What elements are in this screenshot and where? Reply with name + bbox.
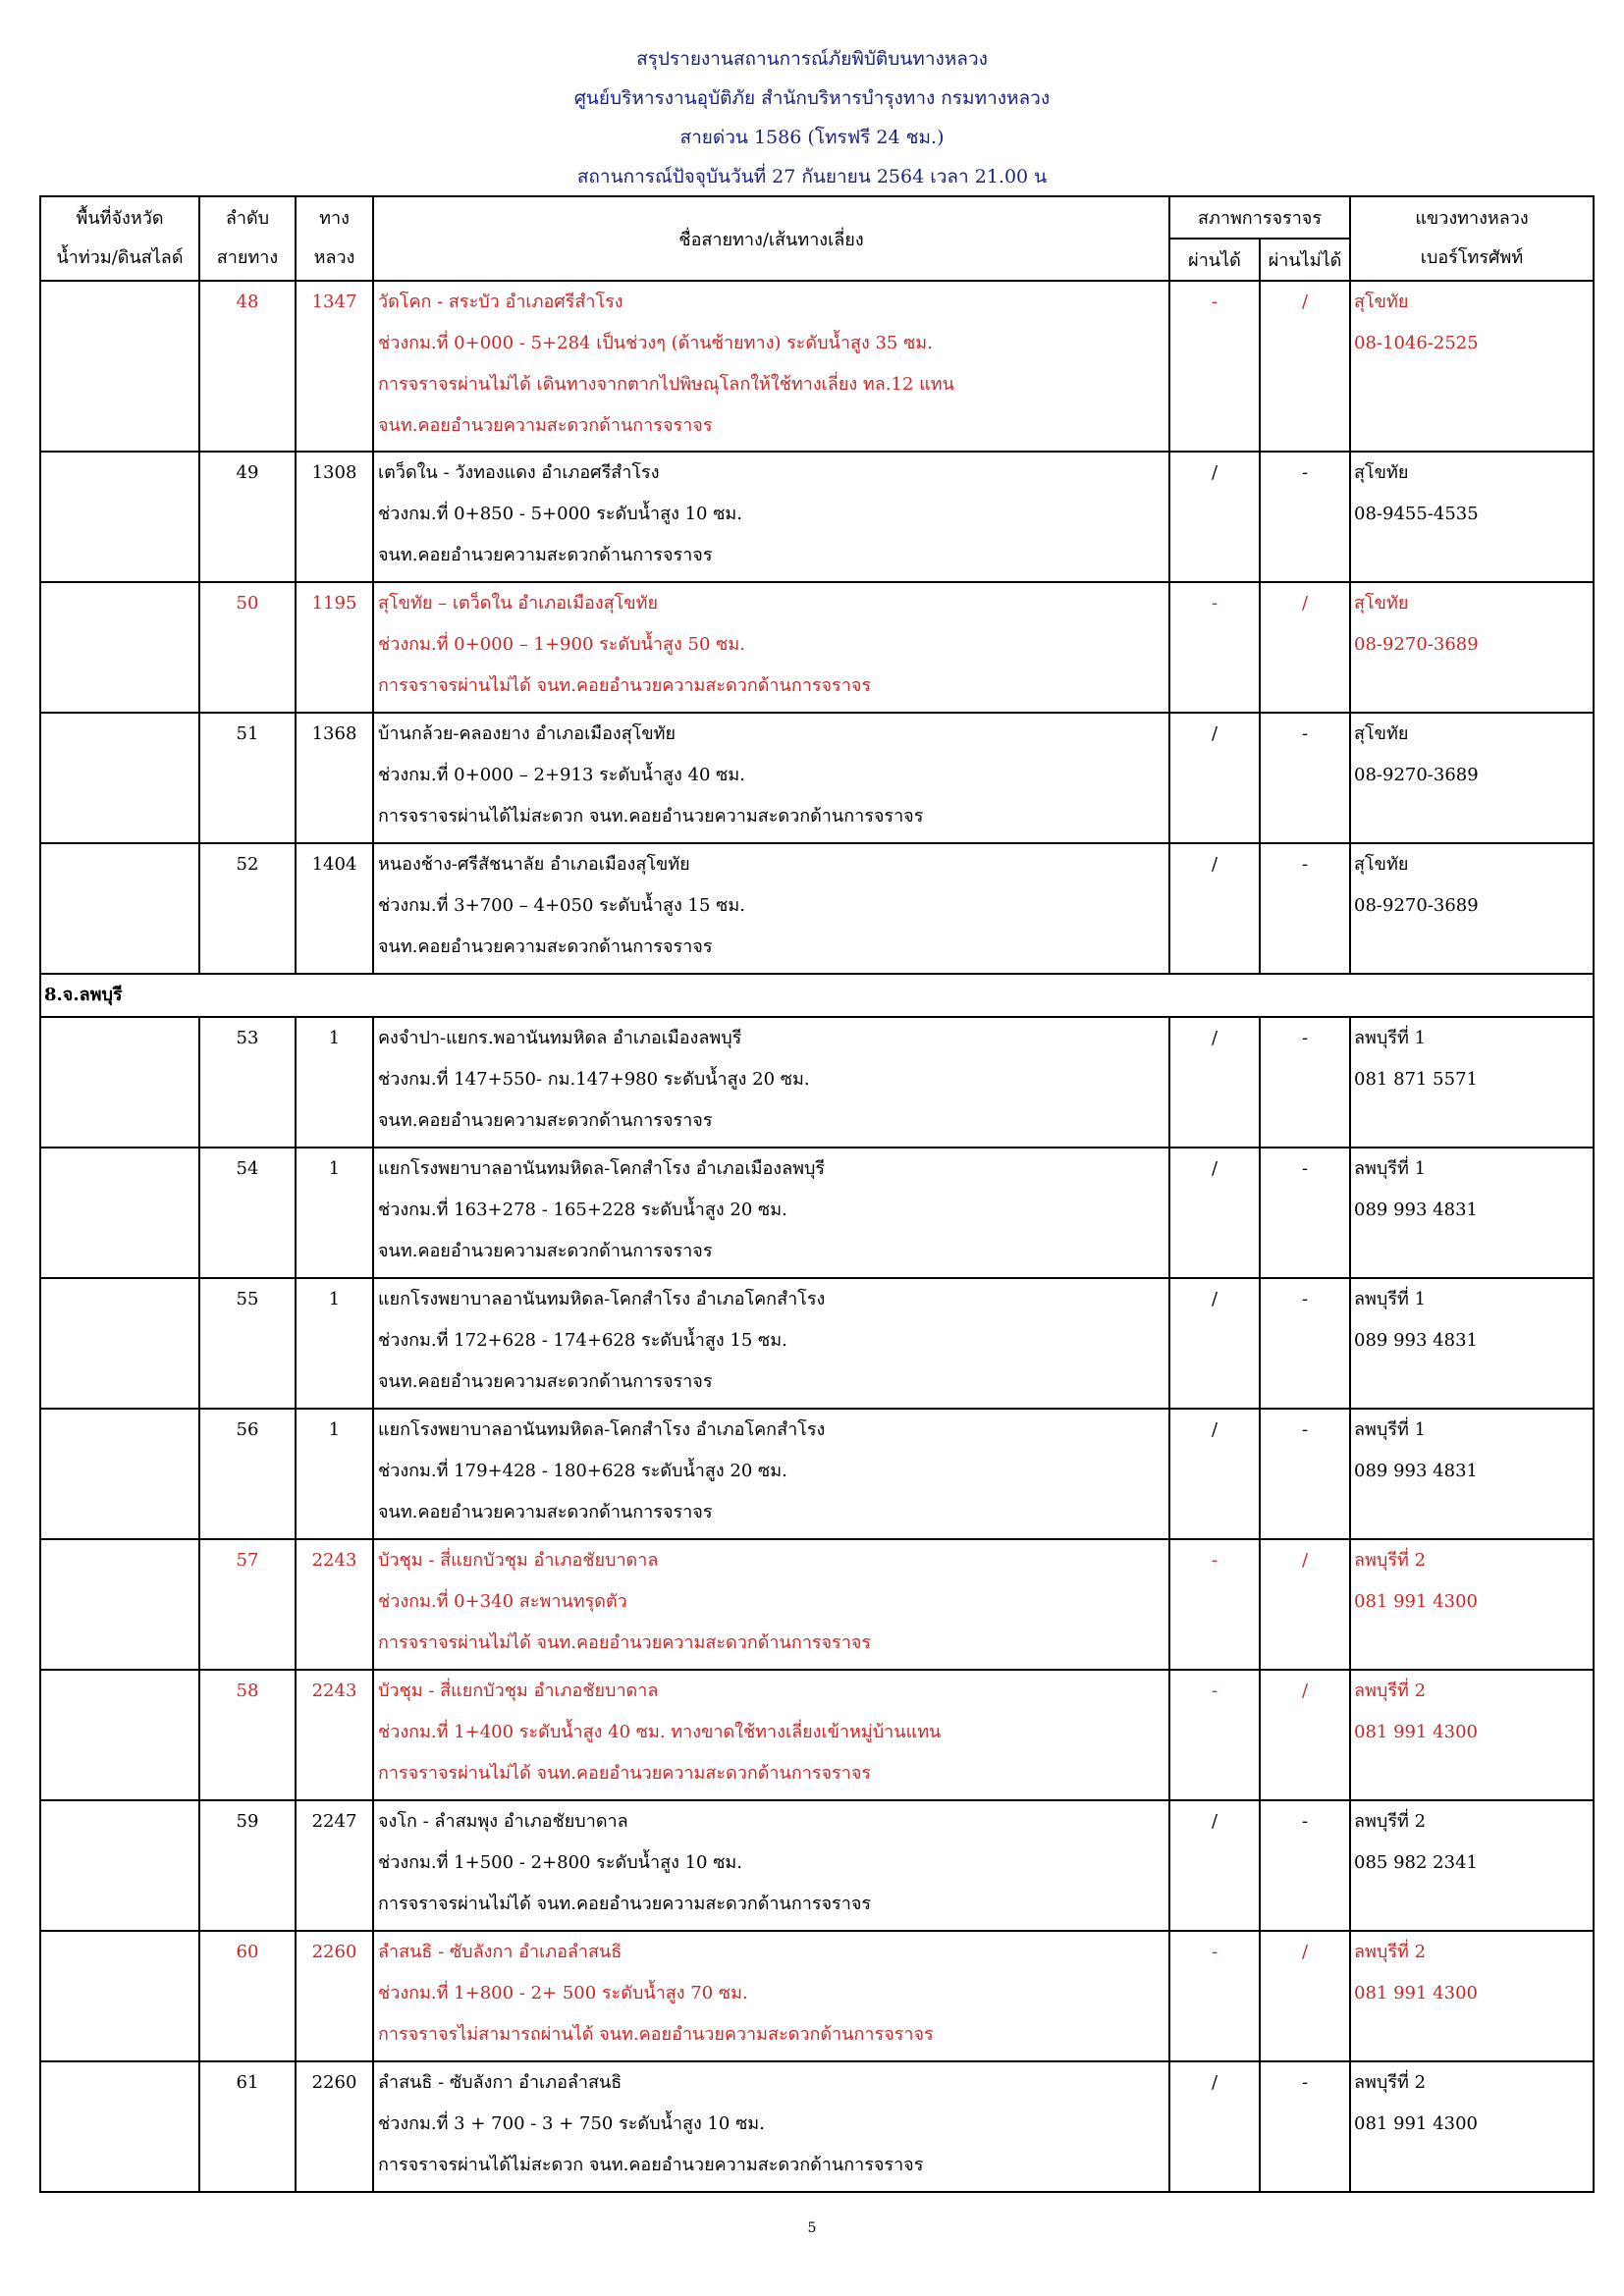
- table-row: [40, 1670, 1594, 1800]
- office-cell: ลพบุรีที่ 2 081 991 4300: [1350, 1931, 1594, 2061]
- pass-cell: /: [1169, 843, 1260, 974]
- area-cell: [40, 713, 199, 843]
- nopass-cell: -: [1260, 1800, 1350, 1931]
- area-cell: [40, 452, 199, 582]
- report-hotline: สายด่วน 1586 (โทรฟรี 24 ชม.): [679, 127, 945, 148]
- route-cell: บัวชุม - สี่แยกบัวชุม อำเภอชัยบาดาล ช่วงกม.ที่ 0+340 สะพานทรุดตัว การจราจรผ่านไม่ได้ จนท.คอยอำนวยความสะดวกด้านการจราจร: [373, 1539, 1169, 1670]
- office-cell: สุโขทัย 08-9455-4535: [1350, 452, 1594, 582]
- col-header-traffic: สภาพการจราจร: [1169, 196, 1350, 239]
- table-row: [40, 1148, 1594, 1278]
- pass-cell: /: [1169, 1148, 1260, 1278]
- col-header-pass: ผ่านได้: [1169, 239, 1260, 281]
- route-cell: บ้านกล้วย-คลองยาง อำเภอเมืองสุโขทัย ช่วงกม.ที่ 0+000 – 2+913 ระดับน้ำสูง 40 ซม. การจราจรผ่านได้ไม่สะดวก จนท.คอยอำนวยความสะดวกด้านการจราจร: [373, 713, 1169, 843]
- seq-cell: 52: [199, 843, 296, 974]
- seq-cell: 61: [199, 2061, 296, 2192]
- seq-cell: 49: [199, 452, 296, 582]
- nopass-cell: -: [1260, 1148, 1350, 1278]
- highway-cell: 1404: [296, 843, 373, 974]
- pass-cell: -: [1169, 281, 1260, 452]
- area-cell: [40, 1931, 199, 2061]
- office-cell: ลพบุรีที่ 2 081 991 4300: [1350, 2061, 1594, 2192]
- highway-cell: 2247: [296, 1800, 373, 1931]
- highway-cell: 1347: [296, 281, 373, 452]
- pass-cell: /: [1169, 1409, 1260, 1539]
- nopass-cell: -: [1260, 843, 1350, 974]
- area-cell: [40, 281, 199, 452]
- table-row: [40, 582, 1594, 713]
- route-cell: ลำสนธิ - ซับลังกา อำเภอลำสนธิ ช่วงกม.ที่ 1+800 - 2+ 500 ระดับน้ำสูง 70 ซม. การจราจรไม่สามารถผ่านได้ จนท.คอยอำนวยความสะดวกด้านการจราจร: [373, 1931, 1169, 2061]
- office-cell: ลพบุรีที่ 2 081 991 4300: [1350, 1539, 1594, 1670]
- office-cell: ลพบุรีที่ 1 089 993 4831: [1350, 1148, 1594, 1278]
- col-header-area: พื้นที่จังหวัด น้ำท่วม/ดินสไลด์: [40, 196, 199, 281]
- table-row: [40, 1539, 1594, 1670]
- highway-cell: 1: [296, 1148, 373, 1278]
- office-cell: สุโขทัย 08-9270-3689: [1350, 582, 1594, 713]
- nopass-cell: /: [1260, 1670, 1350, 1800]
- col-header-route: ชื่อสายทาง/เส้นทางเลี่ยง: [373, 196, 1169, 281]
- seq-cell: 58: [199, 1670, 296, 1800]
- office-cell: ลพบุรีที่ 1 081 871 5571: [1350, 1017, 1594, 1148]
- col-header-seq: ลำดับ สายทาง: [199, 196, 296, 281]
- route-cell: ลำสนธิ - ซับลังกา อำเภอลำสนธิ ช่วงกม.ที่ 3 + 700 - 3 + 750 ระดับน้ำสูง 10 ซม. การจราจรผ่านได้ไม่สะดวก จนท.คอยอำนวยความสะดวกด้านการจราจร: [373, 2061, 1169, 2192]
- report-header: [0, 39, 1624, 196]
- highway-cell: 1: [296, 1017, 373, 1148]
- seq-cell: 59: [199, 1800, 296, 1931]
- highway-cell: 2260: [296, 2061, 373, 2192]
- area-cell: [40, 582, 199, 713]
- nopass-cell: -: [1260, 1017, 1350, 1148]
- area-cell: [40, 2061, 199, 2192]
- nopass-cell: /: [1260, 281, 1350, 452]
- seq-cell: 57: [199, 1539, 296, 1670]
- col-header-nopass: ผ่านไม่ได้: [1260, 239, 1350, 281]
- table-row: [40, 452, 1594, 582]
- pass-cell: -: [1169, 1539, 1260, 1670]
- page-number: 5: [807, 2220, 817, 2236]
- route-cell: บัวชุม - สี่แยกบัวชุม อำเภอชัยบาดาล ช่วงกม.ที่ 1+400 ระดับน้ำสูง 40 ซม. ทางขาดใช้ทางเลี่ยงเข้าหมู่บ้านแทน การจราจรผ่านไม่ได้ จนท.คอยอำนวยความสะดวกด้านการจราจร: [373, 1670, 1169, 1800]
- highway-cell: 1195: [296, 582, 373, 713]
- table-row: [40, 2061, 1594, 2192]
- nopass-cell: -: [1260, 452, 1350, 582]
- pass-cell: -: [1169, 1670, 1260, 1800]
- route-cell: จงโก - ลำสมพุง อำเภอชัยบาดาล ช่วงกม.ที่ 1+500 - 2+800 ระดับน้ำสูง 10 ซม. การจราจรผ่านไม่ได้ จนท.คอยอำนวยความสะดวกด้านการจราจร: [373, 1800, 1169, 1931]
- route-cell: แยกโรงพยาบาลอานันทมหิดล-โคกสำโรง อำเภอโคกสำโรง ช่วงกม.ที่ 179+428 - 180+628 ระดับน้ำสูง 20 ซม. จนท.คอยอำนวยความสะดวกด้านการจราจร: [373, 1409, 1169, 1539]
- seq-cell: 51: [199, 713, 296, 843]
- highway-cell: 2243: [296, 1539, 373, 1670]
- highway-cell: 1: [296, 1409, 373, 1539]
- nopass-cell: /: [1260, 1931, 1350, 2061]
- area-cell: [40, 1409, 199, 1539]
- area-cell: [40, 1670, 199, 1800]
- nopass-cell: -: [1260, 2061, 1350, 2192]
- route-cell: คงจำปา-แยกร.พอานันทมหิดล อำเภอเมืองลพบุรี ช่วงกม.ที่ 147+550- กม.147+980 ระดับน้ำสูง 20 ซม. จนท.คอยอำนวยความสะดวกด้านการจราจร: [373, 1017, 1169, 1148]
- pass-cell: /: [1169, 1800, 1260, 1931]
- highway-cell: 2260: [296, 1931, 373, 2061]
- office-cell: สุโขทัย 08-1046-2525: [1350, 281, 1594, 452]
- nopass-cell: /: [1260, 582, 1350, 713]
- highway-cell: 2243: [296, 1670, 373, 1800]
- table-row: [40, 1800, 1594, 1931]
- seq-cell: 55: [199, 1278, 296, 1409]
- office-cell: ลพบุรีที่ 2 085 982 2341: [1350, 1800, 1594, 1931]
- report-title: สรุปรายงานสถานการณ์ภัยพิบัติบนทางหลวง: [636, 48, 988, 70]
- pass-cell: /: [1169, 2061, 1260, 2192]
- table-row: [40, 713, 1594, 843]
- office-cell: สุโขทัย 08-9270-3689: [1350, 713, 1594, 843]
- highway-cell: 1308: [296, 452, 373, 582]
- area-cell: [40, 1278, 199, 1409]
- pass-cell: /: [1169, 1017, 1260, 1148]
- pass-cell: /: [1169, 1278, 1260, 1409]
- office-cell: สุโขทัย 08-9270-3689: [1350, 843, 1594, 974]
- table-row: [40, 1017, 1594, 1148]
- seq-cell: 54: [199, 1148, 296, 1278]
- highway-status-table: [39, 195, 1595, 2193]
- report-agency: ศูนย์บริหารงานอุบัติภัย สำนักบริหารบำรุงทาง กรมทางหลวง: [573, 87, 1051, 109]
- seq-cell: 60: [199, 1931, 296, 2061]
- office-cell: ลพบุรีที่ 1 089 993 4831: [1350, 1278, 1594, 1409]
- province-row: [40, 974, 1594, 1017]
- route-cell: แยกโรงพยาบาลอานันทมหิดล-โคกสำโรง อำเภอโคกสำโรง ช่วงกม.ที่ 172+628 - 174+628 ระดับน้ำสูง 15 ซม. จนท.คอยอำนวยความสะดวกด้านการจราจร: [373, 1278, 1169, 1409]
- area-cell: [40, 1800, 199, 1931]
- highway-cell: 1: [296, 1278, 373, 1409]
- pass-cell: -: [1169, 582, 1260, 713]
- col-header-office: แขวงทางหลวง เบอร์โทรศัพท์: [1350, 196, 1594, 281]
- seq-cell: 48: [199, 281, 296, 452]
- nopass-cell: -: [1260, 1278, 1350, 1409]
- area-cell: [40, 1539, 199, 1670]
- table-row: [40, 1409, 1594, 1539]
- table-row: [40, 1931, 1594, 2061]
- pass-cell: /: [1169, 713, 1260, 843]
- pass-cell: -: [1169, 1931, 1260, 2061]
- table-row: [40, 843, 1594, 974]
- route-cell: หนองช้าง-ศรีสัชนาลัย อำเภอเมืองสุโขทัย ช่วงกม.ที่ 3+700 – 4+050 ระดับน้ำสูง 15 ซม. จนท.คอยอำนวยความสะดวกด้านการจราจร: [373, 843, 1169, 974]
- area-cell: [40, 843, 199, 974]
- nopass-cell: /: [1260, 1539, 1350, 1670]
- route-cell: เตว็ดใน - วังทองแดง อำเภอศรีสำโรง ช่วงกม.ที่ 0+850 - 5+000 ระดับน้ำสูง 10 ซม. จนท.คอยอำนวยความสะดวกด้านการจราจร: [373, 452, 1169, 582]
- seq-cell: 53: [199, 1017, 296, 1148]
- route-cell: สุโขทัย – เตว็ดใน อำเภอเมืองสุโขทัย ช่วงกม.ที่ 0+000 – 1+900 ระดับน้ำสูง 50 ซม. การจราจรผ่านไม่ได้ จนท.คอยอำนวยความสะดวกด้านการจราจร: [373, 582, 1169, 713]
- nopass-cell: -: [1260, 1409, 1350, 1539]
- area-cell: [40, 1017, 199, 1148]
- province-label: 8.จ.ลพบุรี: [40, 974, 1594, 1017]
- nopass-cell: -: [1260, 713, 1350, 843]
- office-cell: ลพบุรีที่ 1 089 993 4831: [1350, 1409, 1594, 1539]
- area-cell: [40, 1148, 199, 1278]
- seq-cell: 56: [199, 1409, 296, 1539]
- seq-cell: 50: [199, 582, 296, 713]
- col-header-highway: ทาง หลวง: [296, 196, 373, 281]
- report-timestamp: สถานการณ์ปัจจุบันวันที่ 27 กันยายน 2564 เวลา 21.00 น: [576, 166, 1048, 187]
- table-row: [40, 281, 1594, 452]
- highway-cell: 1368: [296, 713, 373, 843]
- table-row: [40, 1278, 1594, 1409]
- pass-cell: /: [1169, 452, 1260, 582]
- office-cell: ลพบุรีที่ 2 081 991 4300: [1350, 1670, 1594, 1800]
- route-cell: แยกโรงพยาบาลอานันทมหิดล-โคกสำโรง อำเภอเมืองลพบุรี ช่วงกม.ที่ 163+278 - 165+228 ระดับน้ำสูง 20 ซม. จนท.คอยอำนวยความสะดวกด้านการจราจร: [373, 1148, 1169, 1278]
- route-cell: วัดโคก - สระบัว อำเภอศรีสำโรง ช่วงกม.ที่ 0+000 - 5+284 เป็นช่วงๆ (ด้านซ้ายทาง) ระดับน้ำสูง 35 ซม. การจราจรผ่านไม่ได้ เดินทางจากตากไปพิษณุโลกให้ใช้ทางเลี่ยง ทล.12 แทน จนท.คอยอำนวยความสะดวกด้านการจราจร: [373, 281, 1169, 452]
